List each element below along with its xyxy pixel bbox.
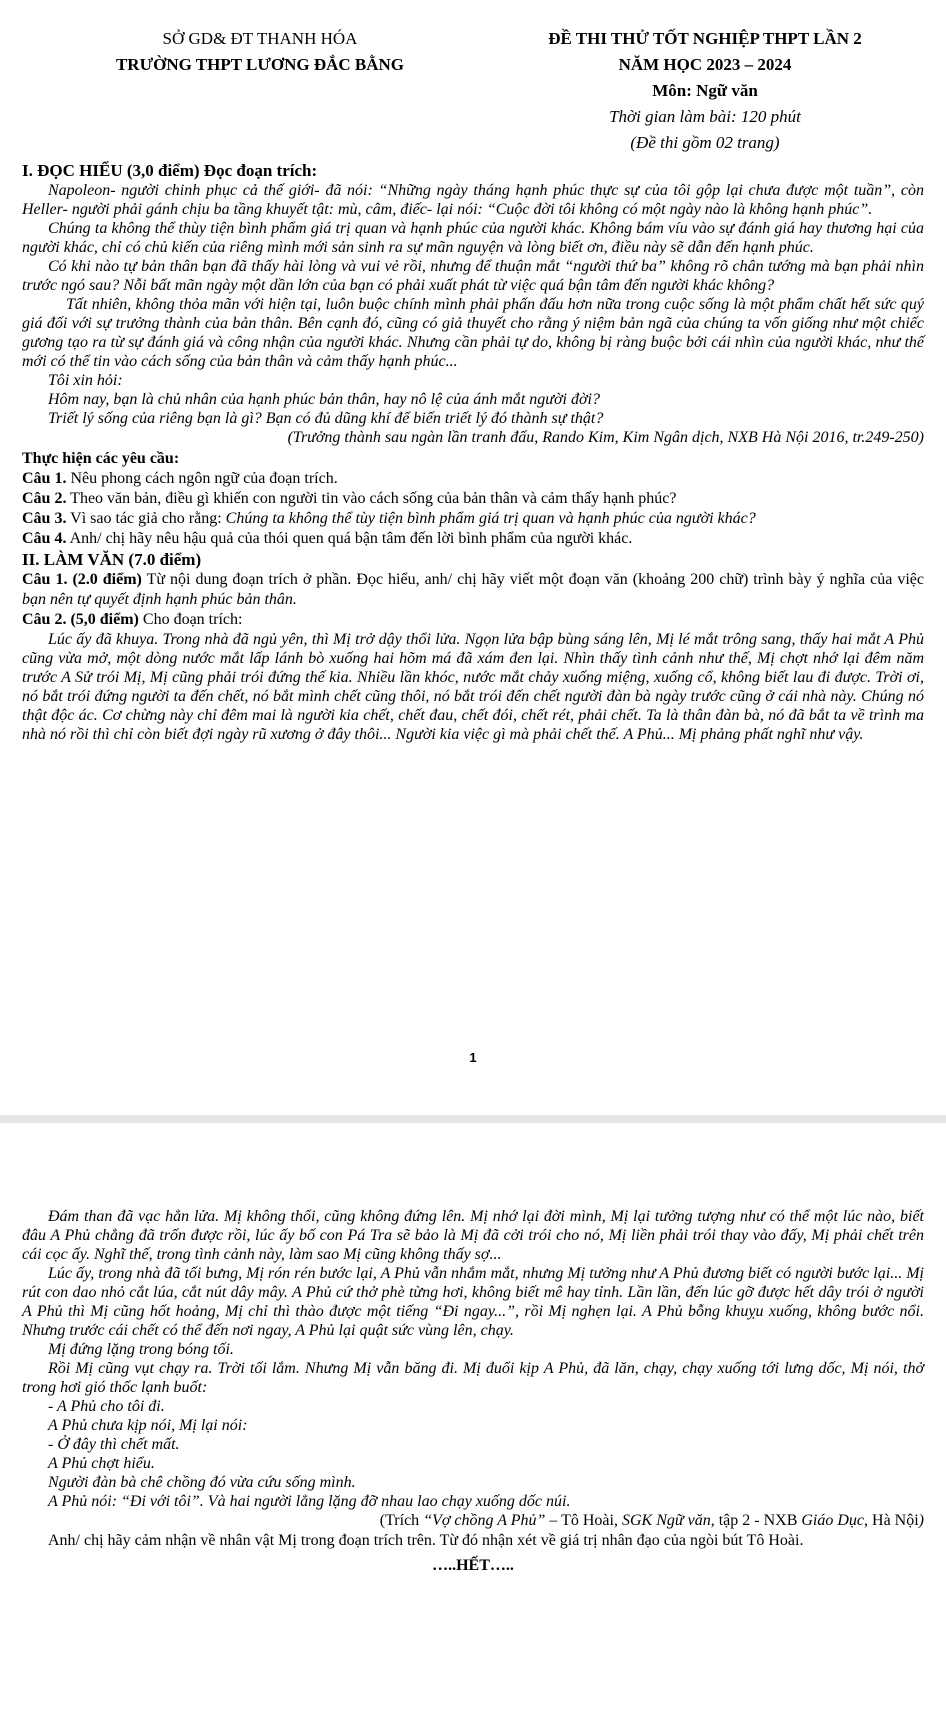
- dialogue-line: Người đàn bà chê chồng đó vừa cứu sống mình.: [48, 1474, 356, 1491]
- writing-task-1: [22, 570, 924, 610]
- reading-paragraph: Tôi xin hỏi:: [48, 372, 123, 389]
- exam-page-2: [0, 1123, 946, 1730]
- header-left: [40, 26, 480, 78]
- part1-heading: I. ĐỌC HIỂU (3,0 điểm) Đọc đoạn trích:: [22, 161, 318, 180]
- duration: Thời gian làm bài: 120 phút: [609, 107, 801, 126]
- dialogue-line: A Phủ chợt hiểu.: [48, 1455, 155, 1472]
- school-year: NĂM HỌC 2023 – 2024: [618, 55, 792, 74]
- task-label: Câu 2. (5,0 điểm): [22, 611, 139, 628]
- source-book: SGK Ngữ văn: [621, 1512, 711, 1529]
- question-3: [22, 509, 924, 529]
- source-part: , Hà Nội: [864, 1512, 919, 1529]
- school-name: TRƯỜNG THPT LƯƠNG ĐẮC BẰNG: [115, 55, 405, 74]
- question-text: Vì sao tác giả cho rằng:: [66, 510, 226, 527]
- part2-heading: II. LÀM VĂN (7.0 điểm): [22, 550, 202, 569]
- source-part: ): [918, 1512, 924, 1529]
- page-number: 1: [469, 1050, 477, 1065]
- dialogue-line: A Phủ chưa kịp nói, Mị lại nói:: [48, 1417, 248, 1434]
- exam-title: ĐỀ THI THỬ TỐT NGHIỆP THPT LẦN 2: [548, 29, 862, 48]
- question-label: Câu 1.: [22, 470, 67, 487]
- reading-paragraph: Tất nhiên, không thỏa mãn với hiện tại, luôn buộc chính mình phải phấn đấu hơn nữa trong cuộc sống là một phẩm chất hết sức quý giá đối với sự trưởng thành của bản thân. Bên cạnh đó, cũng có giả thuyết cho rằng ý niệm bản ngã của chúng ta vốn giống như một chiếc gương tạo ra từ sự đánh giá và công nhận của người khác. Nhưng cần phải tự do, không bị ràng buộc bởi cái nhìn của người khác, như thế mới có thể tin vào cách sống của bản thân và cảm thấy hạnh phúc...: [22, 296, 924, 370]
- dialogue-line: A Phủ nói: “Đi với tôi”. Và hai người lẳng lặng đỡ nhau lao chạy xuống dốc núi.: [48, 1493, 571, 1510]
- question-1: [22, 469, 924, 489]
- literary-passage: Mị đứng lặng trong bóng tối.: [48, 1341, 234, 1358]
- literary-passage: Lúc ấy, trong nhà đã tối bưng, Mị rón rén bước lại, A Phủ vẫn nhắm mắt, nhưng Mị tưởng như A Phủ đương biết có người bước lại... Mị rút con dao nhỏ cắt lúa, cắt nút dây mây. A Phủ cứ thở phè từng hơi, không biết mê hay tỉnh. Lần lần, đến lúc gỡ được hết dây trói ở người A Phủ thì Mị cũng hốt hoảng, Mị chỉ thì thào được một tiếng “Đi ngay...”, rồi Mị nghẹn lại. A Phủ bỗng khuỵu xuống, không bước nổi. Nhưng trước cái chết có thể đến nơi ngay, A Phủ lại quật sức vùng lên, chạy.: [22, 1265, 924, 1339]
- question-quote: Chúng ta không thể tùy tiện bình phẩm giá trị quan và hạnh phúc của người khác?: [225, 510, 756, 527]
- source-title: “Vợ chồng A Phủ”: [423, 1512, 546, 1529]
- literary-passage: Đám than đã vạc hẳn lửa. Mị không thổi, cũng không đứng lên. Mị nhớ lại đời mình, Mị lại tưởng tượng như có thể một lúc nào, biết đâu A Phủ chẳng đã trốn được rồi, lúc ấy bố con Pá Tra sẽ bảo là Mị đã cởi trói cho nó, Mị liền phải trói thay vào đấy, Mị phải chết trên cái cọc ấy. Nghĩ thế, trong tình cảnh này, làm sao Mị cũng không thấy sợ...: [22, 1208, 924, 1263]
- task-italic: bạn nên tự quyết định hạnh phúc bản thân.: [22, 591, 297, 608]
- department-name: SỞ GD& ĐT THANH HÓA: [162, 29, 358, 48]
- reading-paragraph: Hôm nay, bạn là chủ nhân của hạnh phúc bản thân, hay nô lệ của ánh mắt người đời?: [48, 391, 600, 408]
- reading-paragraph: Triết lý sống của riêng bạn là gì? Bạn có đủ dũng khí để biến triết lý đó thành sự thật?: [48, 410, 604, 427]
- reading-paragraph: Napoleon- người chinh phục cả thế giới- đã nói: “Những ngày tháng hạnh phúc thực sự của tôi gộp lại chưa được một tuần”, còn Heller- người phải gánh chịu ba tầng khuyết tật: mù, câm, điếc- lại nói: “Cuộc đời tôi không có một ngày nào là không hạnh phúc”.: [22, 182, 924, 218]
- task-text: Cho đoạn trích:: [138, 611, 243, 628]
- page-2-body: [22, 1207, 924, 1575]
- reading-paragraph: Chúng ta không thể thùy tiện bình phẩm giá trị quan và hạnh phúc của người khác. Không bám víu vào sự đánh giá hay thương hại của người khác, chỉ có chủ kiến của riêng mình mới sản sinh ra sự mãn nguyện và lòng biết ơn, điều này sẽ dẫn đến hạnh phúc.: [22, 220, 924, 256]
- end-marker: …..HẾT…..: [432, 1557, 514, 1574]
- dialogue-line: - Ở đây thì chết mất.: [48, 1436, 180, 1453]
- source-part: (Trích: [379, 1512, 424, 1529]
- page-count: (Đề thi gồm 02 trang): [630, 133, 780, 152]
- task-label: Câu 1. (2.0 điểm): [22, 571, 142, 588]
- question-label: Câu 3.: [22, 510, 67, 527]
- source-publisher: Giáo Dục: [801, 1512, 865, 1529]
- task-text: Từ nội dung đoạn trích ở phần. Đọc hiểu, anh/ chị hãy viết một đoạn văn (khoảng 200 chữ) trình bày ý nghĩa của việc: [141, 571, 924, 588]
- reading-paragraph: Có khi nào tự bản thân bạn đã thấy hài lòng và vui vẻ rồi, nhưng để thuận mắt “người thứ ba” không rõ chân tướng mà bạn phải nhìn trước ngó sau? Nỗi bất mãn ngày một dần lớn của bạn có phải xuất phát từ việc quá bận tâm đến người khác không?: [22, 258, 924, 294]
- writing-task-2-requirement: Anh/ chị hãy cảm nhận về nhân vật Mị trong đoạn trích trên. Từ đó nhận xét về giá trị nhân đạo của ngòi bút Tô Hoài.: [48, 1532, 804, 1549]
- header-right: [485, 26, 925, 156]
- source-part: – Tô Hoài,: [545, 1512, 622, 1529]
- question-2: [22, 489, 924, 509]
- subject: Môn: Ngữ văn: [652, 81, 758, 100]
- question-4: [22, 529, 924, 549]
- page-1-body: [22, 160, 924, 744]
- writing-task-2: [22, 610, 924, 630]
- question-label: Câu 2.: [22, 490, 67, 507]
- passage-source: [22, 1511, 924, 1531]
- question-text: Theo văn bản, điều gì khiến con người tin vào cách sống của bản thân và cảm thấy hạnh phúc?: [66, 490, 677, 507]
- source-part: , tập 2 - NXB: [710, 1512, 802, 1529]
- literary-passage: Lúc ấy đã khuya. Trong nhà đã ngủ yên, thì Mị trở dậy thổi lửa. Ngọn lửa bập bùng sáng lên, Mị lé mắt trông sang, thấy hai mắt A Phủ cũng vừa mở, một dòng nước mắt lấp lánh bò xuống hai hõm má đã xám đen lại. Nhìn thấy tình cảnh như thế, Mị chợt nhớ lại đêm năm trước A Sử trói Mị, Mị cũng phải trói đứng thế kia. Nhiều lần khóc, nước mắt chảy xuống miệng, xuống cổ, không biết lau đi được. Trời ơi, nó bắt trói đứng người ta đến chết, nó bắt mình chết cũng thôi, nó bắt trói đến chết người đàn bà ngày trước cũng ở cái nhà này. Chúng nó thật độc ác. Cơ chừng này chỉ đêm mai là người kia chết, chết đau, chết đói, chết rét, phải chết. Ta là thân đàn bà, nó đã bắt ta về trình ma nhà nó rồi thì chỉ còn biết đợi ngày rũ xương ở đây thôi... Người kia việc gì mà phải chết thế. A Phủ... Mị phảng phất nghĩ như vậy.: [22, 631, 924, 743]
- page-separator: [0, 1115, 946, 1123]
- literary-passage: Rồi Mị cũng vụt chạy ra. Trời tối lắm. Nhưng Mị vẫn băng đi. Mị đuổi kịp A Phủ, đã lăn, chạy, chạy xuống tới lưng dốc, Mị nói, thở trong hơi gió thốc lạnh buốt:: [22, 1360, 924, 1396]
- dialogue-line: - A Phủ cho tôi đi.: [48, 1398, 165, 1415]
- tasks-heading: Thực hiện các yêu cầu:: [22, 450, 180, 467]
- question-text: Nêu phong cách ngôn ngữ của đoạn trích.: [66, 470, 338, 487]
- question-label: Câu 4.: [22, 530, 67, 547]
- reading-source: (Trưởng thành sau ngàn lần tranh đấu, Rando Kim, Kim Ngân dịch, NXB Hà Nội 2016, tr.249-250): [287, 429, 924, 446]
- question-text: Anh/ chị hãy nêu hậu quả của thói quen quá bận tâm đến lời bình phẩm của người khác.: [66, 530, 633, 547]
